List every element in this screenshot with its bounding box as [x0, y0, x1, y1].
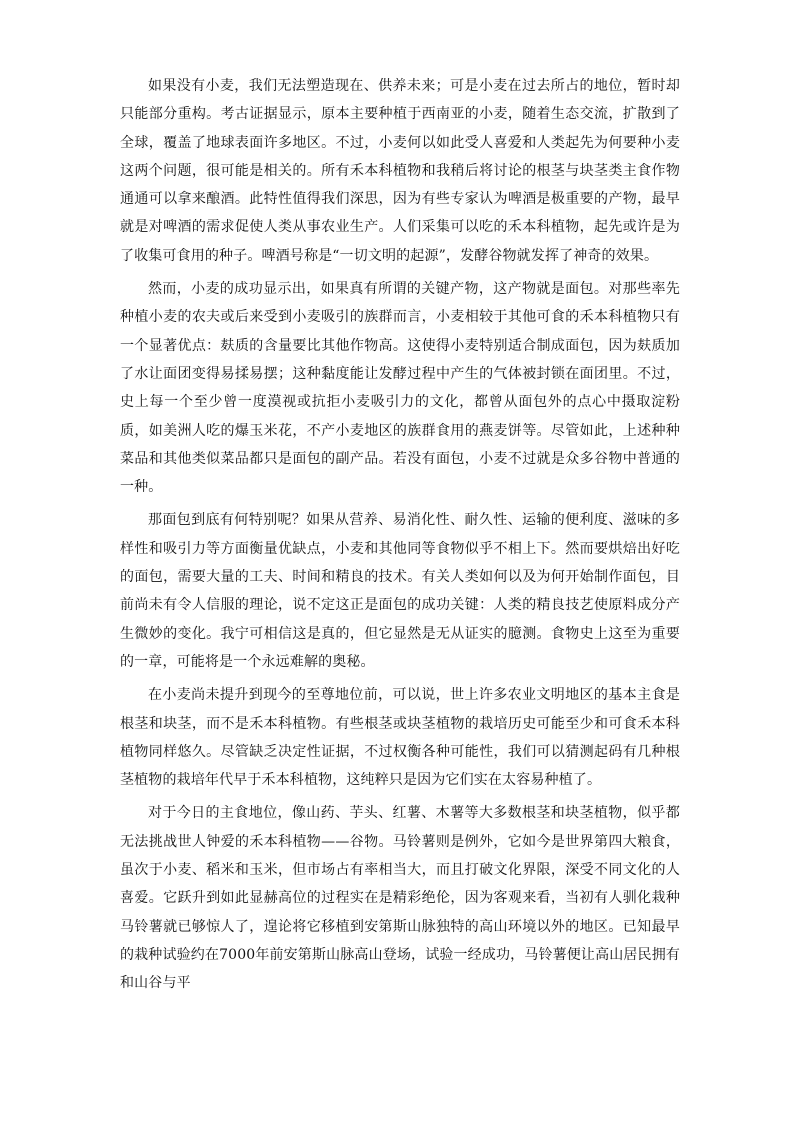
paragraph-2: 然而，小麦的成功显示出，如果真有所谓的关键产物，这产物就是面包。对那些率先种植小麦的农夫或后来受到小麦吸引的族群而言，小麦相较于其他可食的禾本科植物只有一个显著优点：麸质的含量要比其他作物高。这使得小麦特别适合制成面包，因为麸质加了水让面团变得易揉易摆；这种黏度能让发酵过程中产生的气体被封锁在面团里。不过，史上每一个至少曾一度漠视或抗拒小麦吸引力的文化，都曾从面包外的点心中摄取淀粉质，如美洲人吃的爆玉米花，不产小麦地区的族群食用的燕麦饼等。尽管如此，上述种种菜品和其他类似菜品都只是面包的副产品。若没有面包，小麦不过就是众多谷物中普通的一种。	[120, 281, 680, 496]
paragraph-3: 那面包到底有何特别呢？如果从营养、易消化性、耐久性、运输的便利度、滋味的多样性和吸引力等方面衡量优缺点，小麦和其他同等食物似乎不相上下。然而要烘焙出好吃的面包，需要大量的工夫、时间和精良的技术。有关人类如何以及为何开始制作面包，目前尚未有令人信服的理论，说不定这正是面包的成功关键：人类的精良技艺使原料成分产生微妙的变化。我宁可相信这是真的，但它显然是无从证实的臆测。食物史上这至为重要的一章，可能将是一个永远难解的奥秘。	[120, 512, 680, 670]
paragraph-1: 如果没有小麦，我们无法塑造现在、供养未来；可是小麦在过去所占的地位，暂时却只能部分重构。考古证据显示，原本主要种植于西南亚的小麦，随着生态交流，扩散到了全球，覆盖了地球表面许多地区。不过，小麦何以如此受人喜爱和人类起先为何要种小麦这两个问题，很可能是相关的。所有禾本科植物和我稍后将讨论的根茎与块茎类主食作物通通可以拿来酿酒。此特性值得我们深思，因为有些专家认为啤酒是极重要的产物，最早就是对啤酒的需求促使人类从事农业生产。人们采集可以吃的禾本科植物，起先或许是为了收集可食用的种子。啤酒号称是“一切文明的起源”，发酵谷物就发挥了神奇的效果。	[120, 78, 680, 264]
article-body	[120, 72, 680, 1003]
paragraph-5: 对于今日的主食地位，像山药、芋头、红薯、木薯等大多数根茎和块茎植物，似乎都无法挑战世人钟爱的禾本科植物——谷物。马铃薯则是例外，它如今是世界第四大粮食，虽次于小麦、稻米和玉米，但市场占有率相当大，而且打破文化界限，深受不同文化的人喜爱。它跃升到如此显赫高位的过程实在是精彩绝伦，因为客观来看，当初有人驯化栽种马铃薯就已够惊人了，遑论将它移植到安第斯山脉独特的高山环境以外的地区。已知最早的栽种试验约在7000年前安第斯山脉高山登场，试验一经成功，马铃薯便让高山居民拥有和山谷与平	[120, 805, 680, 992]
paragraph-4: 在小麦尚未提升到现今的至尊地位前，可以说，世上许多农业文明地区的基本主食是根茎和块茎，而不是禾本科植物。有些根茎或块茎植物的栽培历史可能至少和可食禾本科植物同样悠久。尽管缺乏决定性证据，不过权衡各种可能性，我们可以猜测起码有几种根茎植物的栽培年代早于禾本科植物，这纯粹只是因为它们实在太容易种植了。	[120, 687, 680, 789]
